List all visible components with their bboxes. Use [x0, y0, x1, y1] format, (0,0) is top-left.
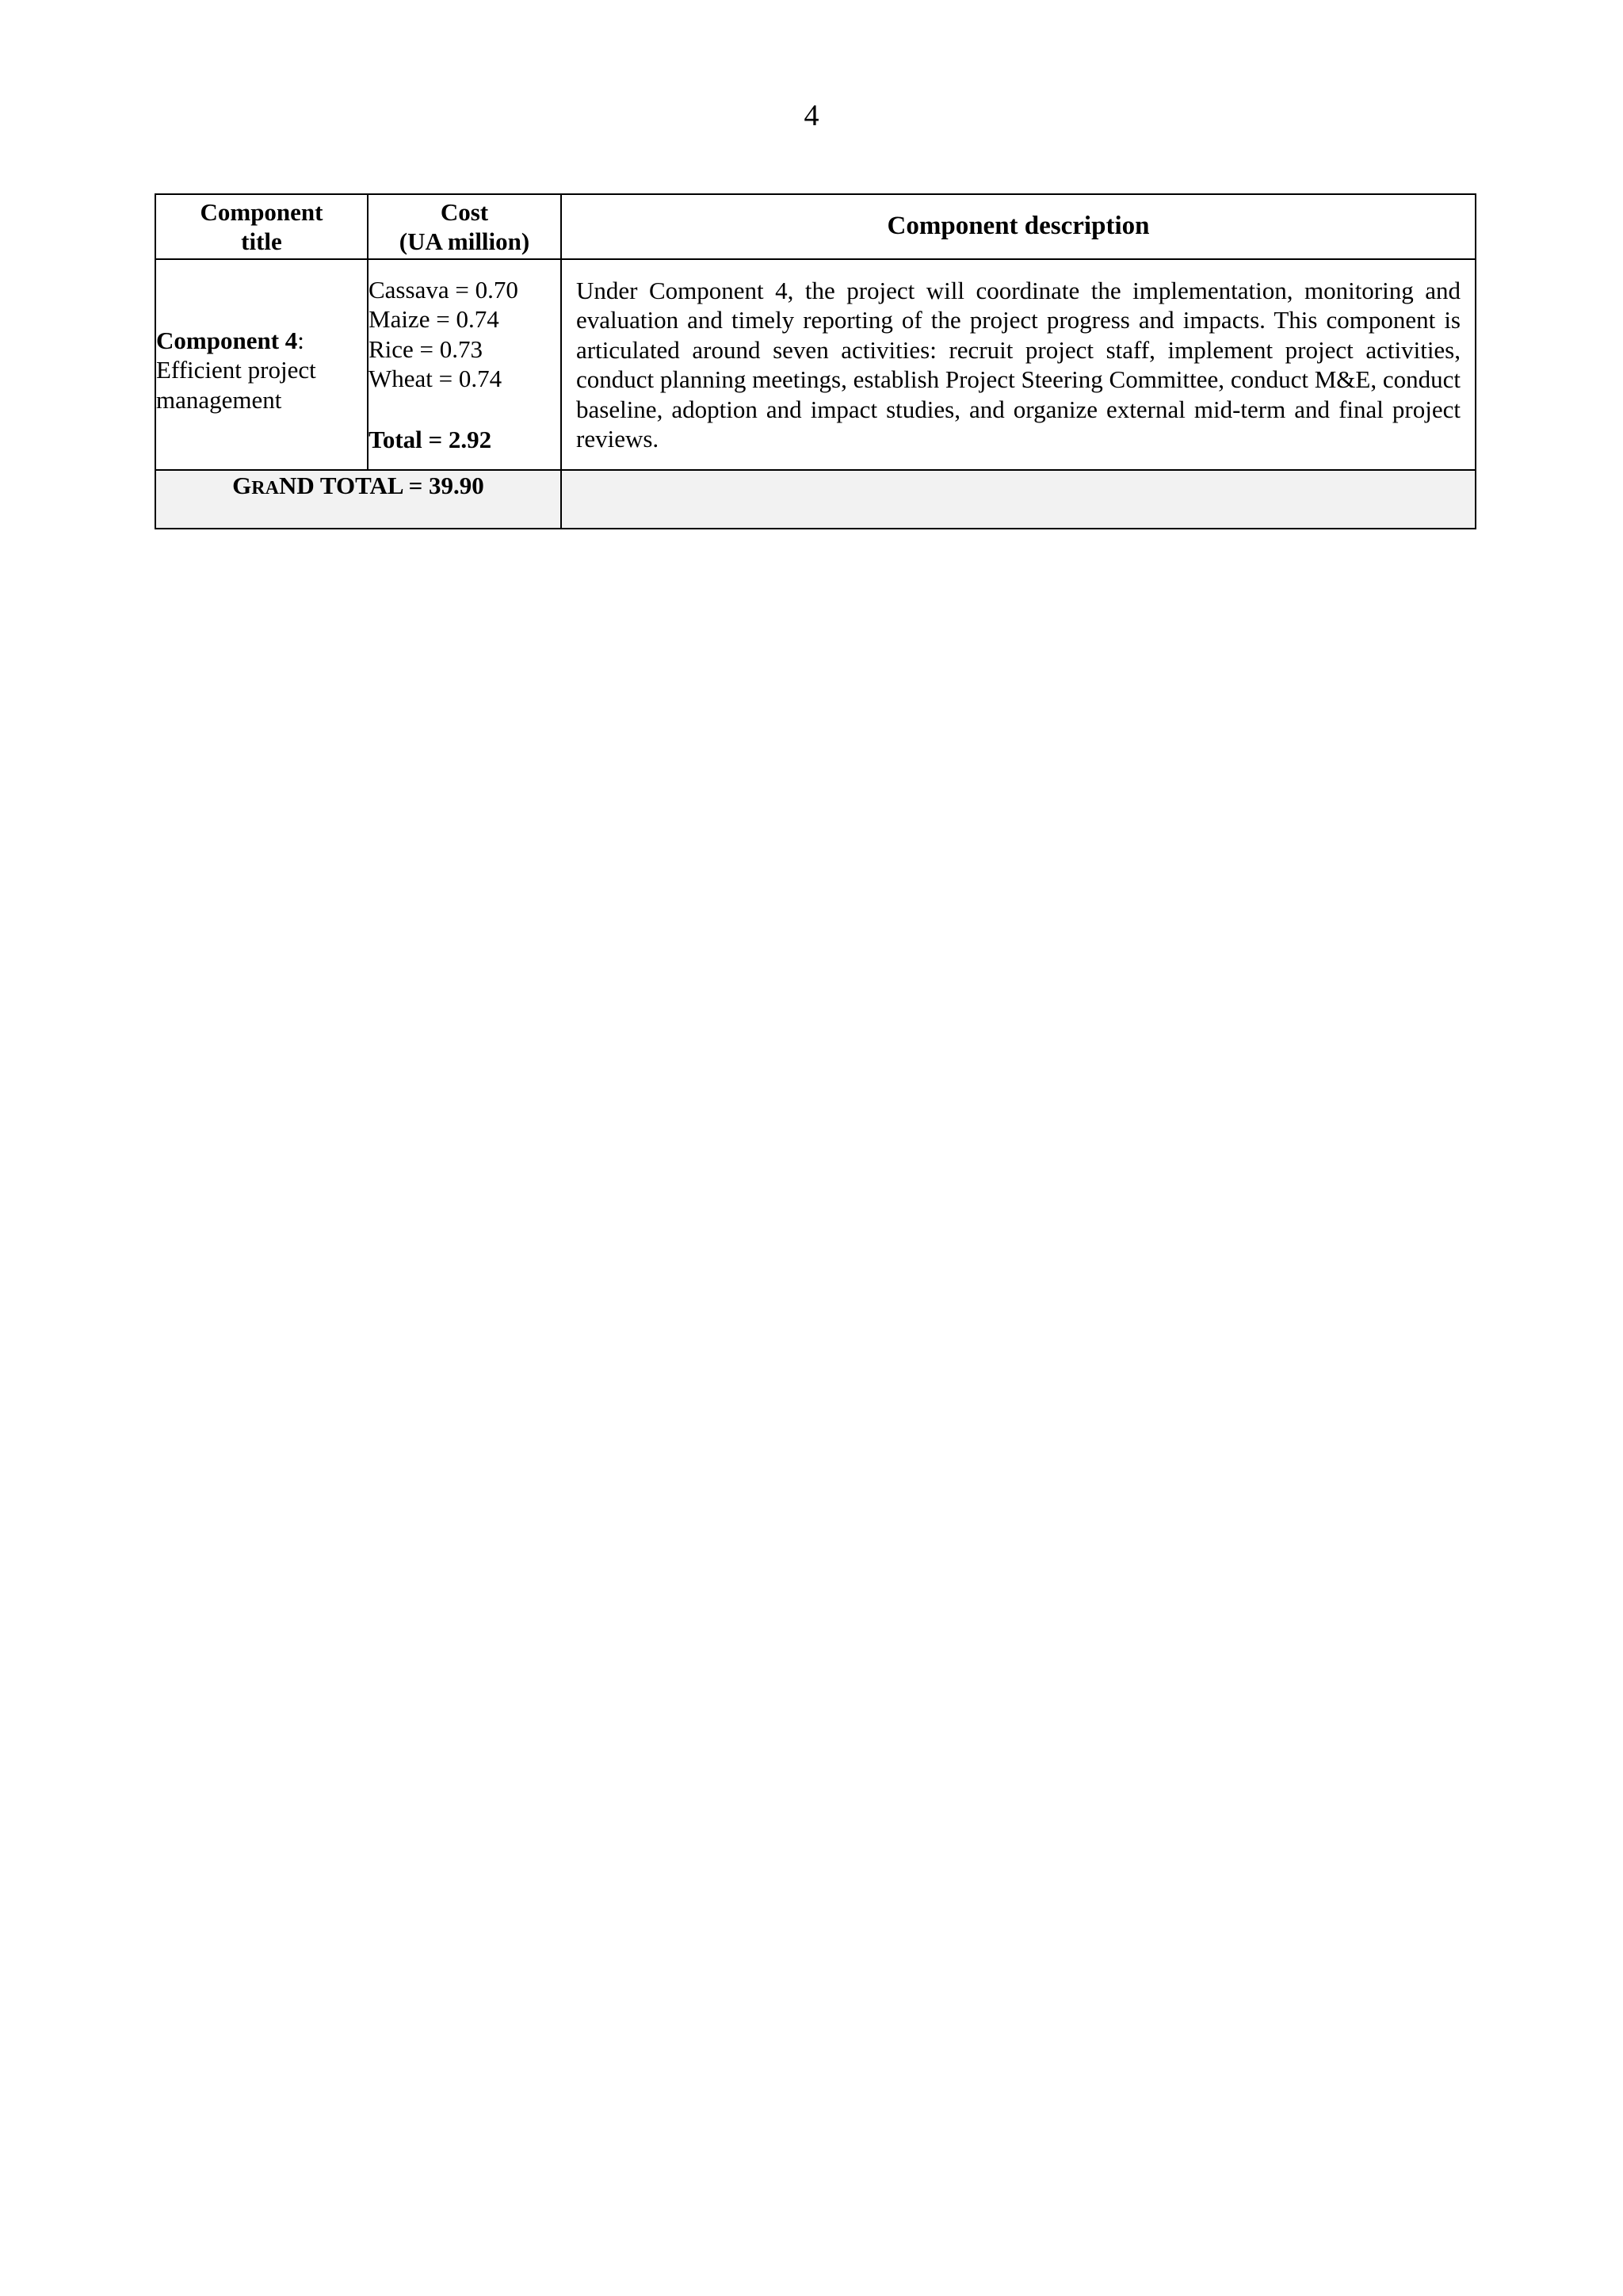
cost-cassava: Cassava = 0.70: [369, 275, 518, 304]
header-cost: [368, 194, 561, 259]
component-cost-table: [155, 193, 1476, 529]
grand-total-rest: ND TOTAL = 39.90: [278, 472, 484, 499]
header-component-description: Component description: [561, 194, 1476, 259]
component-label: Component 4: [156, 326, 298, 354]
header-component-title: [155, 194, 368, 259]
grand-total-row: [155, 470, 1476, 529]
grand-total-empty-cell: [561, 470, 1476, 529]
component-colon: :: [297, 326, 304, 354]
component-name-line2: management: [156, 385, 282, 414]
header-cost-line2: (UA million): [399, 227, 530, 255]
cost-maize: Maize = 0.74: [369, 305, 499, 333]
table-row: [155, 259, 1476, 470]
table-header-row: [155, 194, 1476, 259]
component-description-cell: [561, 259, 1476, 470]
header-cost-line1: Cost: [440, 197, 489, 226]
grand-total-ra: RA: [251, 478, 279, 499]
cost-total: Total = 2.92: [369, 426, 492, 453]
component-cost-cell: [368, 259, 561, 470]
grand-total-g: G: [232, 472, 252, 499]
component-description-text: Under Component 4, the project will coordinate the implementation, monitoring and evaluation and timely reporting of the project progress and impacts. This component is articulated around seven activities: recruit project staff, implement project activities, conduct planning meetings, establish Project Steering Committee, conduct M&E, conduct baseline, adoption and impact studies, and organize external mid-term and final project reviews.: [576, 276, 1461, 453]
page-number: 4: [804, 99, 819, 132]
header-component-title-line1: Component: [200, 197, 323, 226]
cost-rice: Rice = 0.73: [369, 334, 483, 363]
component-name-line1: Efficient project: [156, 356, 316, 384]
cost-wheat: Wheat = 0.74: [369, 365, 502, 392]
cost-spacer: [369, 394, 560, 424]
component-title-cell: [155, 259, 368, 470]
header-component-title-line2: title: [241, 227, 282, 255]
grand-total-cell: [155, 470, 561, 529]
